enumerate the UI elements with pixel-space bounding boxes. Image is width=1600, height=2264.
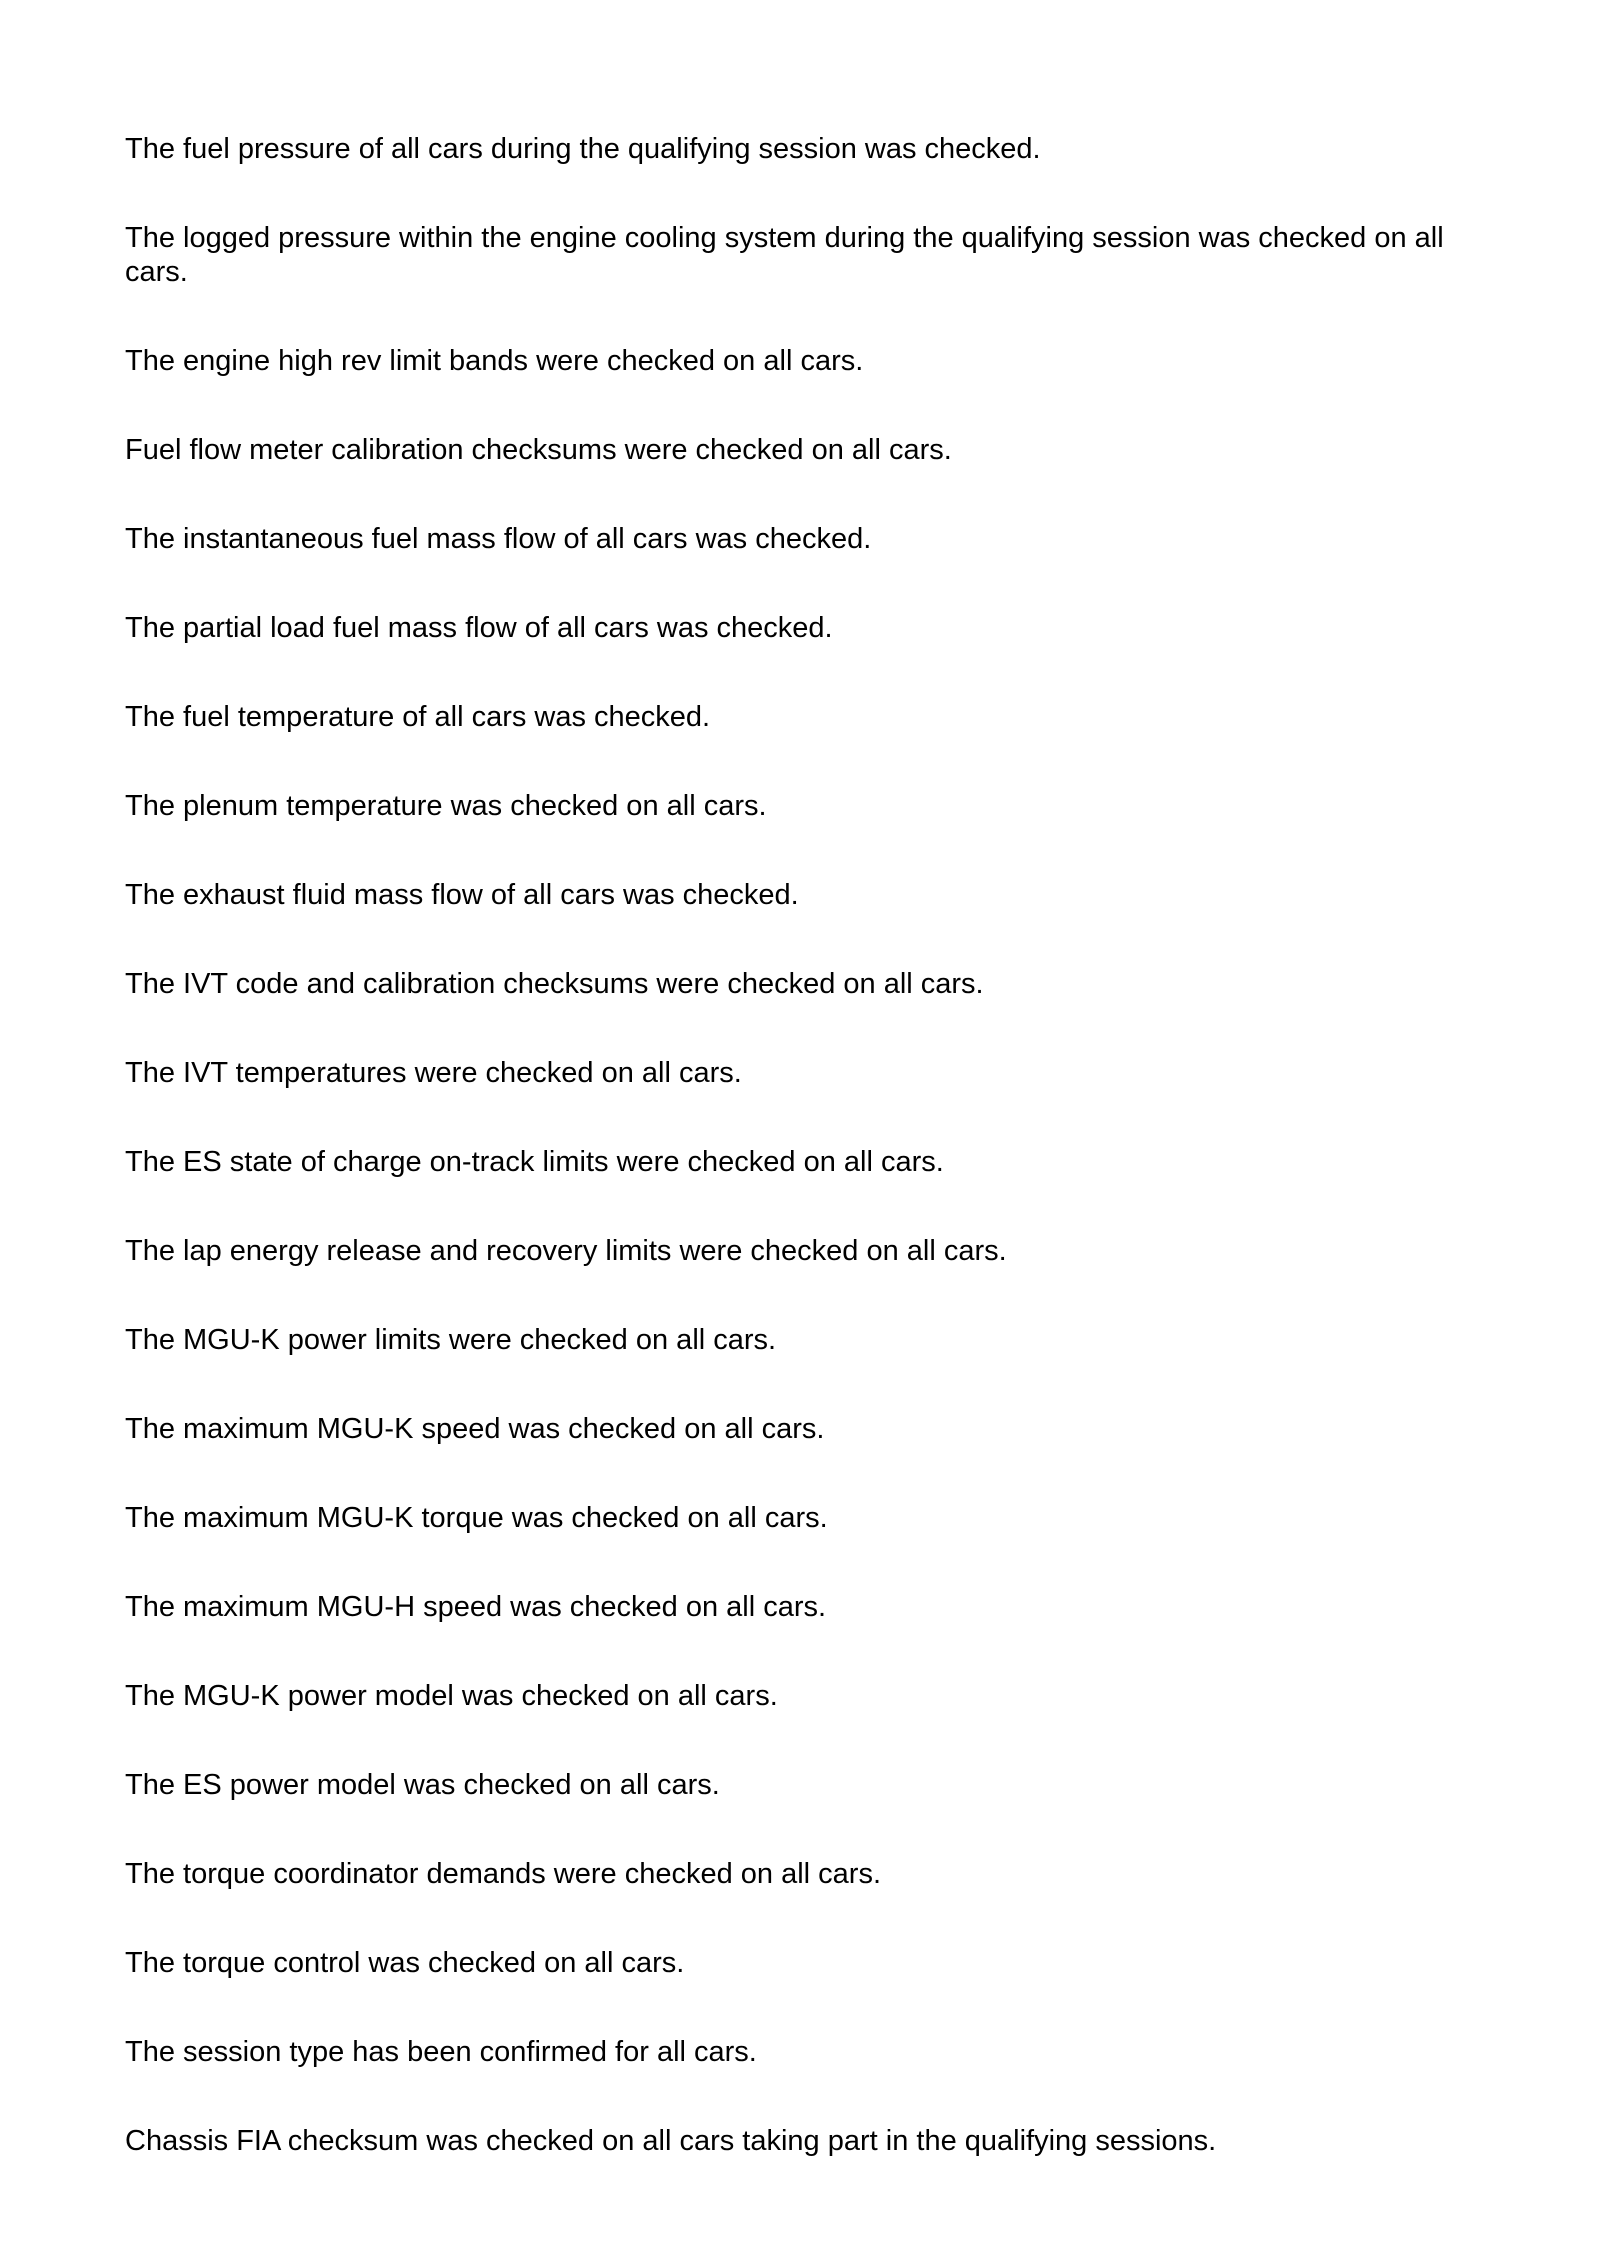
statement-mgu-k-power-model: The MGU-K power model was checked on all cars. xyxy=(125,1680,778,1712)
statement-instantaneous-fuel-flow: The instantaneous fuel mass flow of all cars was checked. xyxy=(125,523,872,555)
statement-torque-coordinator: The torque coordinator demands were checked on all cars. xyxy=(125,1858,882,1890)
statement-es-power-model: The ES power model was checked on all cars. xyxy=(125,1769,720,1801)
statement-mgu-k-speed: The maximum MGU-K speed was checked on all cars. xyxy=(125,1413,825,1445)
statement-partial-load-fuel-flow: The partial load fuel mass flow of all cars was checked. xyxy=(125,612,833,644)
statement-torque-control: The torque control was checked on all cars. xyxy=(125,1947,685,1979)
statement-chassis-checksum: Chassis FIA checksum was checked on all cars taking part in the qualifying sessions. xyxy=(125,2125,1217,2157)
statement-lap-energy-limits: The lap energy release and recovery limits were checked on all cars. xyxy=(125,1235,1007,1267)
statement-plenum-temperature: The plenum temperature was checked on all cars. xyxy=(125,790,767,822)
statement-rev-limit-bands: The engine high rev limit bands were checked on all cars. xyxy=(125,345,864,377)
statement-exhaust-flow: The exhaust fluid mass flow of all cars was checked. xyxy=(125,879,799,911)
statement-mgu-k-torque: The maximum MGU-K torque was checked on all cars. xyxy=(125,1502,828,1534)
statement-list xyxy=(125,132,1490,2213)
statement-es-state-of-charge: The ES state of charge on-track limits were checked on all cars. xyxy=(125,1146,944,1178)
statement-fuel-flow-meter-checksums: Fuel flow meter calibration checksums were checked on all cars. xyxy=(125,434,952,466)
statement-mgu-k-power-limits: The MGU-K power limits were checked on all cars. xyxy=(125,1324,777,1356)
statement-session-type: The session type has been confirmed for all cars. xyxy=(125,2036,757,2068)
statement-mgu-h-speed: The maximum MGU-H speed was checked on all cars. xyxy=(125,1591,827,1623)
statement-ivt-temperatures: The IVT temperatures were checked on all cars. xyxy=(125,1057,742,1089)
statement-cooling-pressure: The logged pressure within the engine cooling system during the qualifying session was checked on all cars. xyxy=(125,222,1444,288)
statement-ivt-checksums: The IVT code and calibration checksums were checked on all cars. xyxy=(125,968,984,1000)
statement-fuel-temperature: The fuel temperature of all cars was checked. xyxy=(125,701,711,733)
statement-fuel-pressure: The fuel pressure of all cars during the qualifying session was checked. xyxy=(125,133,1041,165)
